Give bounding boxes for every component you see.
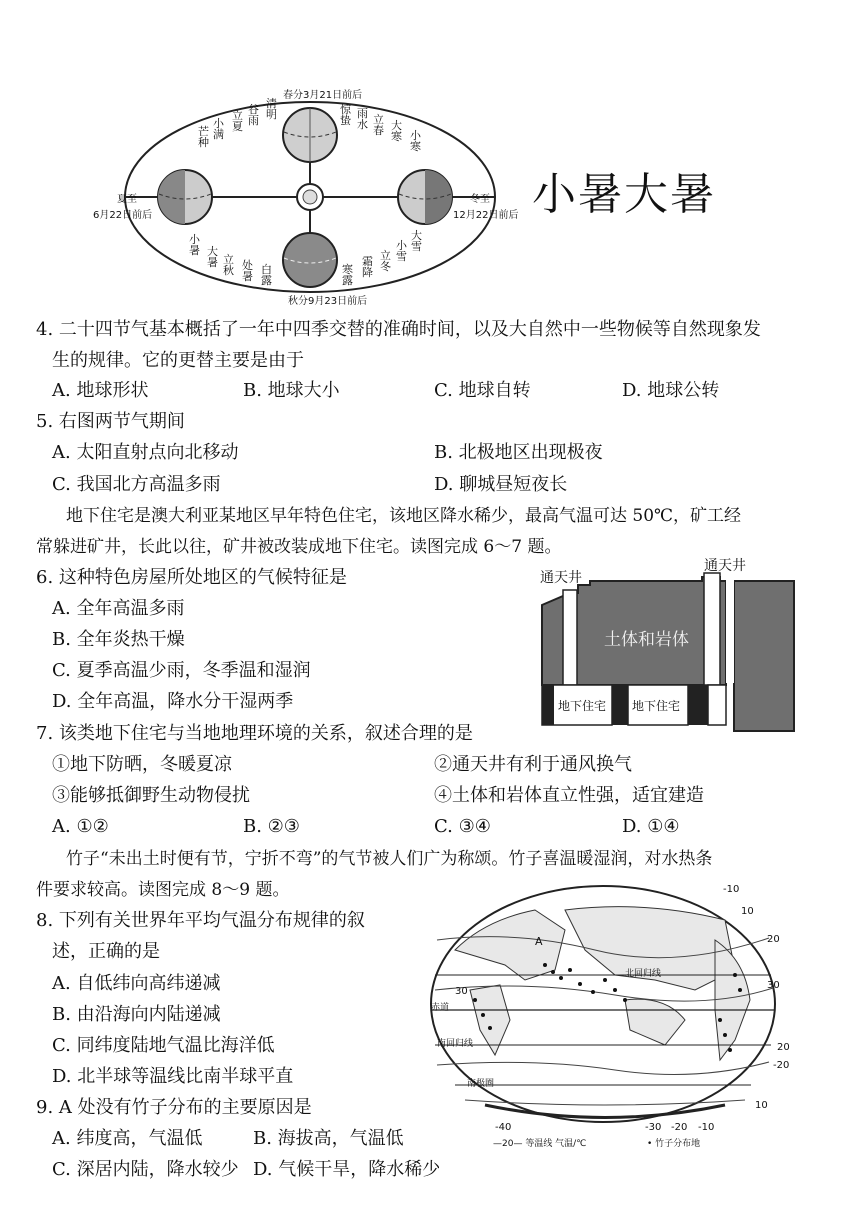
passage1-line2: 常躲进矿井，长此以往，矿井被改装成地下住宅。读图完成 6～7 题。 bbox=[36, 537, 562, 557]
term-label: 谷雨 bbox=[248, 103, 259, 127]
term-label: 小暑 bbox=[189, 233, 200, 257]
term-label: 小寒 bbox=[410, 129, 421, 153]
term-label: 大暑 bbox=[207, 245, 218, 269]
q9-option-c[interactable]: C. 深居内陆，降水较少 bbox=[52, 1159, 239, 1180]
q5-option-b[interactable]: B. 北极地区出现极夜 bbox=[434, 442, 603, 463]
north-tropic-label: 北回归线 bbox=[625, 969, 662, 979]
q7-option-a[interactable]: A. ①② bbox=[52, 816, 109, 837]
passage2-line2: 件要求较高。读图完成 8～9 题。 bbox=[36, 880, 290, 900]
q4-option-b[interactable]: B. 地球大小 bbox=[243, 380, 340, 401]
term-label: 惊蛰 bbox=[340, 103, 351, 127]
q5-option-d[interactable]: D. 聊城昼短夜长 bbox=[434, 474, 568, 495]
summer-date: 6月22日前后 bbox=[93, 210, 153, 221]
south-tropic-label: 南回归线 bbox=[437, 1039, 474, 1049]
q7-statement-3: ③能够抵御野生动物侵扰 bbox=[52, 785, 250, 806]
winter-label: 冬至 bbox=[470, 194, 490, 205]
point-a-label: A bbox=[535, 935, 543, 948]
shaft-label-right: 通天井 bbox=[704, 558, 746, 574]
q7-stem: 7. 该类地下住宅与当地地理环境的关系，叙述合理的是 bbox=[36, 723, 473, 744]
house-label-1: 地下住宅 bbox=[558, 699, 607, 713]
legend-isotherm: —20— 等温线 气温/℃ bbox=[493, 1139, 587, 1149]
legend-val: -10 bbox=[698, 1122, 715, 1133]
iso-label: 30 bbox=[767, 980, 780, 991]
q6-option-b[interactable]: B. 全年炎热干燥 bbox=[52, 629, 185, 650]
term-label: 白露 bbox=[261, 263, 272, 287]
q4-option-d[interactable]: D. 地球公转 bbox=[622, 380, 720, 401]
term-label: 处暑 bbox=[242, 259, 253, 283]
q7-statement-2: ②通天井有利于通风换气 bbox=[434, 754, 632, 775]
iso-label: -10 bbox=[723, 884, 740, 895]
iso-label: 20 bbox=[767, 934, 780, 945]
q4-stem-line1: 4. 二十四节气基本概括了一年中四季交替的准确时间，以及大自然中一些物候等自然现象发 bbox=[36, 319, 761, 340]
q6-stem: 6. 这种特色房屋所处地区的气候特征是 bbox=[36, 567, 347, 588]
shaft-label-left: 通天井 bbox=[540, 570, 582, 586]
calligraphy-text: 小暑大暑 bbox=[532, 169, 716, 220]
q7-statement-1: ①地下防晒，冬暖夏凉 bbox=[52, 754, 232, 775]
orbit-diagram bbox=[85, 80, 535, 310]
globe-winter bbox=[398, 170, 452, 224]
q6-option-c[interactable]: C. 夏季高温少雨，冬季温和湿润 bbox=[52, 660, 311, 681]
spring-label: 春分3月21日前后 bbox=[283, 90, 363, 101]
q5-stem: 5. 右图两节气期间 bbox=[36, 411, 185, 432]
q9-option-d[interactable]: D. 气候干旱，降水稀少 bbox=[253, 1159, 441, 1180]
term-label: 大雪 bbox=[411, 229, 422, 253]
passage1-line1: 地下住宅是澳大利亚某地区早年特色住宅，该地区降水稀少，最高气温可达 50℃，矿工经 bbox=[66, 506, 742, 526]
q9-option-a[interactable]: A. 纬度高，气温低 bbox=[52, 1128, 203, 1149]
q8-option-c[interactable]: C. 同纬度陆地气温比海洋低 bbox=[52, 1035, 275, 1056]
q7-option-b[interactable]: B. ②③ bbox=[243, 816, 300, 837]
q8-stem-line1: 8. 下列有关世界年平均气温分布规律的叙 bbox=[36, 910, 365, 931]
q8-option-a[interactable]: A. 自低纬向高纬递减 bbox=[52, 973, 221, 994]
globe-autumn bbox=[283, 233, 337, 287]
q9-option-b[interactable]: B. 海拔高，气温低 bbox=[253, 1128, 404, 1149]
iso-label: 20 bbox=[777, 1042, 790, 1053]
term-label: 芒种 bbox=[198, 125, 209, 149]
world-map bbox=[415, 880, 805, 1150]
term-label: 立夏 bbox=[232, 109, 243, 133]
calligraphy-title bbox=[532, 170, 716, 220]
term-label: 小满 bbox=[213, 117, 224, 141]
globe-summer bbox=[158, 170, 212, 224]
q7-option-c[interactable]: C. ③④ bbox=[434, 816, 491, 837]
equator-label: 赤道 bbox=[431, 1003, 450, 1013]
term-label: 寒露 bbox=[342, 263, 353, 287]
term-label: 清明 bbox=[266, 97, 277, 121]
rock-label: 土体和岩体 bbox=[604, 630, 689, 650]
term-label: 立春 bbox=[373, 113, 384, 137]
house-label-2: 地下住宅 bbox=[632, 699, 681, 713]
term-label: 小雪 bbox=[396, 239, 407, 263]
legend-val: -20 bbox=[671, 1122, 688, 1133]
term-label: 立冬 bbox=[380, 249, 391, 273]
globe-spring bbox=[283, 108, 337, 162]
q6-option-a[interactable]: A. 全年高温多雨 bbox=[52, 598, 185, 619]
legend-val: -30 bbox=[645, 1122, 662, 1133]
solar-terms-figure bbox=[85, 80, 535, 310]
q9-stem: 9. A 处没有竹子分布的主要原因是 bbox=[36, 1097, 312, 1118]
term-label: 立秋 bbox=[223, 253, 234, 277]
q6-option-d[interactable]: D. 全年高温，降水分干湿两季 bbox=[52, 691, 294, 712]
q4-stem-line2: 生的规律。它的更替主要是由于 bbox=[52, 350, 304, 371]
iso-label: 10 bbox=[755, 1100, 768, 1111]
term-label: 大寒 bbox=[391, 119, 402, 143]
q7-option-d[interactable]: D. ①④ bbox=[622, 816, 680, 837]
iso-label: 10 bbox=[741, 906, 754, 917]
q8-option-d[interactable]: D. 北半球等温线比南半球平直 bbox=[52, 1066, 294, 1087]
term-label: 雨水 bbox=[357, 107, 368, 131]
underground-house-figure bbox=[530, 555, 835, 730]
q5-option-a[interactable]: A. 太阳直射点向北移动 bbox=[52, 442, 239, 463]
q7-statement-4: ④土体和岩体直立性强，适宜建造 bbox=[434, 785, 704, 806]
legend-val: -40 bbox=[495, 1122, 512, 1133]
winter-date: 12月22日前后 bbox=[453, 210, 519, 221]
world-map-figure bbox=[415, 880, 805, 1150]
summer-label: 夏至 bbox=[117, 194, 137, 205]
autumn-label: 秋分9月23日前后 bbox=[288, 296, 368, 307]
q8-stem-line2: 述，正确的是 bbox=[52, 941, 160, 962]
iso-label: -20 bbox=[773, 1060, 790, 1071]
term-label: 霜降 bbox=[362, 255, 373, 279]
q8-option-b[interactable]: B. 由沿海向内陆递减 bbox=[52, 1004, 221, 1025]
iso-label: 30 bbox=[455, 986, 468, 997]
legend-bamboo: • 竹子分布地 bbox=[647, 1139, 701, 1149]
passage2-line1: 竹子“未出土时便有节，宁折不弯”的气节被人们广为称颂。竹子喜温暖湿润，对水热条 bbox=[66, 849, 713, 869]
q4-option-a[interactable]: A. 地球形状 bbox=[52, 380, 149, 401]
antarctic-label: 南极圈 bbox=[467, 1079, 495, 1089]
q5-option-c[interactable]: C. 我国北方高温多雨 bbox=[52, 474, 221, 495]
q4-option-c[interactable]: C. 地球自转 bbox=[434, 380, 531, 401]
